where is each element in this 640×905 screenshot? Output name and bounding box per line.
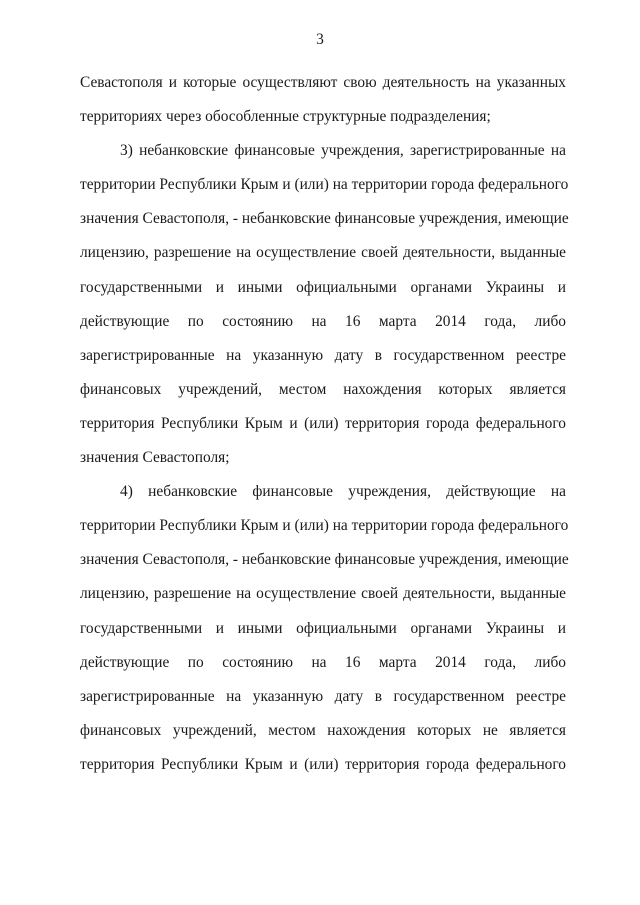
text-line: лицензию, разрешение на осуществление своей деятельности, выданные: [80, 244, 566, 261]
text-line: значения Севастополя;: [80, 449, 230, 466]
text-line: значения Севастополя, - небанковские финансовые учреждения, имеющие: [80, 210, 569, 227]
text-line: 3) небанковские финансовые учреждения, зарегистрированные на: [120, 142, 566, 159]
text-line: финансовых учреждений, местом нахождения которых не является: [80, 722, 566, 739]
text-line: государственными и иными официальными органами Украины и: [80, 279, 566, 296]
text-line: государственными и иными официальными органами Украины и: [80, 620, 566, 637]
text-line: территория Республики Крым и (или) территория города федерального: [80, 415, 566, 432]
text-line: территории Республики Крым и (или) на территории города федерального: [80, 176, 569, 193]
text-line: территории Республики Крым и (или) на территории города федерального: [80, 517, 569, 534]
text-line: Севастополя и которые осуществляют свою деятельность на указанных: [80, 74, 566, 91]
text-line: действующие по состоянию на 16 марта 2014 года, либо: [80, 654, 566, 671]
text-line: действующие по состоянию на 16 марта 2014 года, либо: [80, 313, 566, 330]
text-line: финансовых учреждений, местом нахождения которых является: [80, 381, 566, 398]
page-number: 3: [316, 31, 324, 48]
text-line: территориях через обособленные структурные подразделения;: [80, 108, 491, 125]
text-line: значения Севастополя, - небанковские финансовые учреждения, имеющие: [80, 551, 569, 568]
text-line: зарегистрированные на указанную дату в государственном реестре: [80, 347, 566, 364]
text-line: территория Республики Крым и (или) территория города федерального: [80, 756, 566, 773]
text-line: зарегистрированные на указанную дату в государственном реестре: [80, 688, 566, 705]
text-line: 4) небанковские финансовые учреждения, действующие на: [120, 483, 566, 500]
text-line: лицензию, разрешение на осуществление своей деятельности, выданные: [80, 585, 566, 602]
